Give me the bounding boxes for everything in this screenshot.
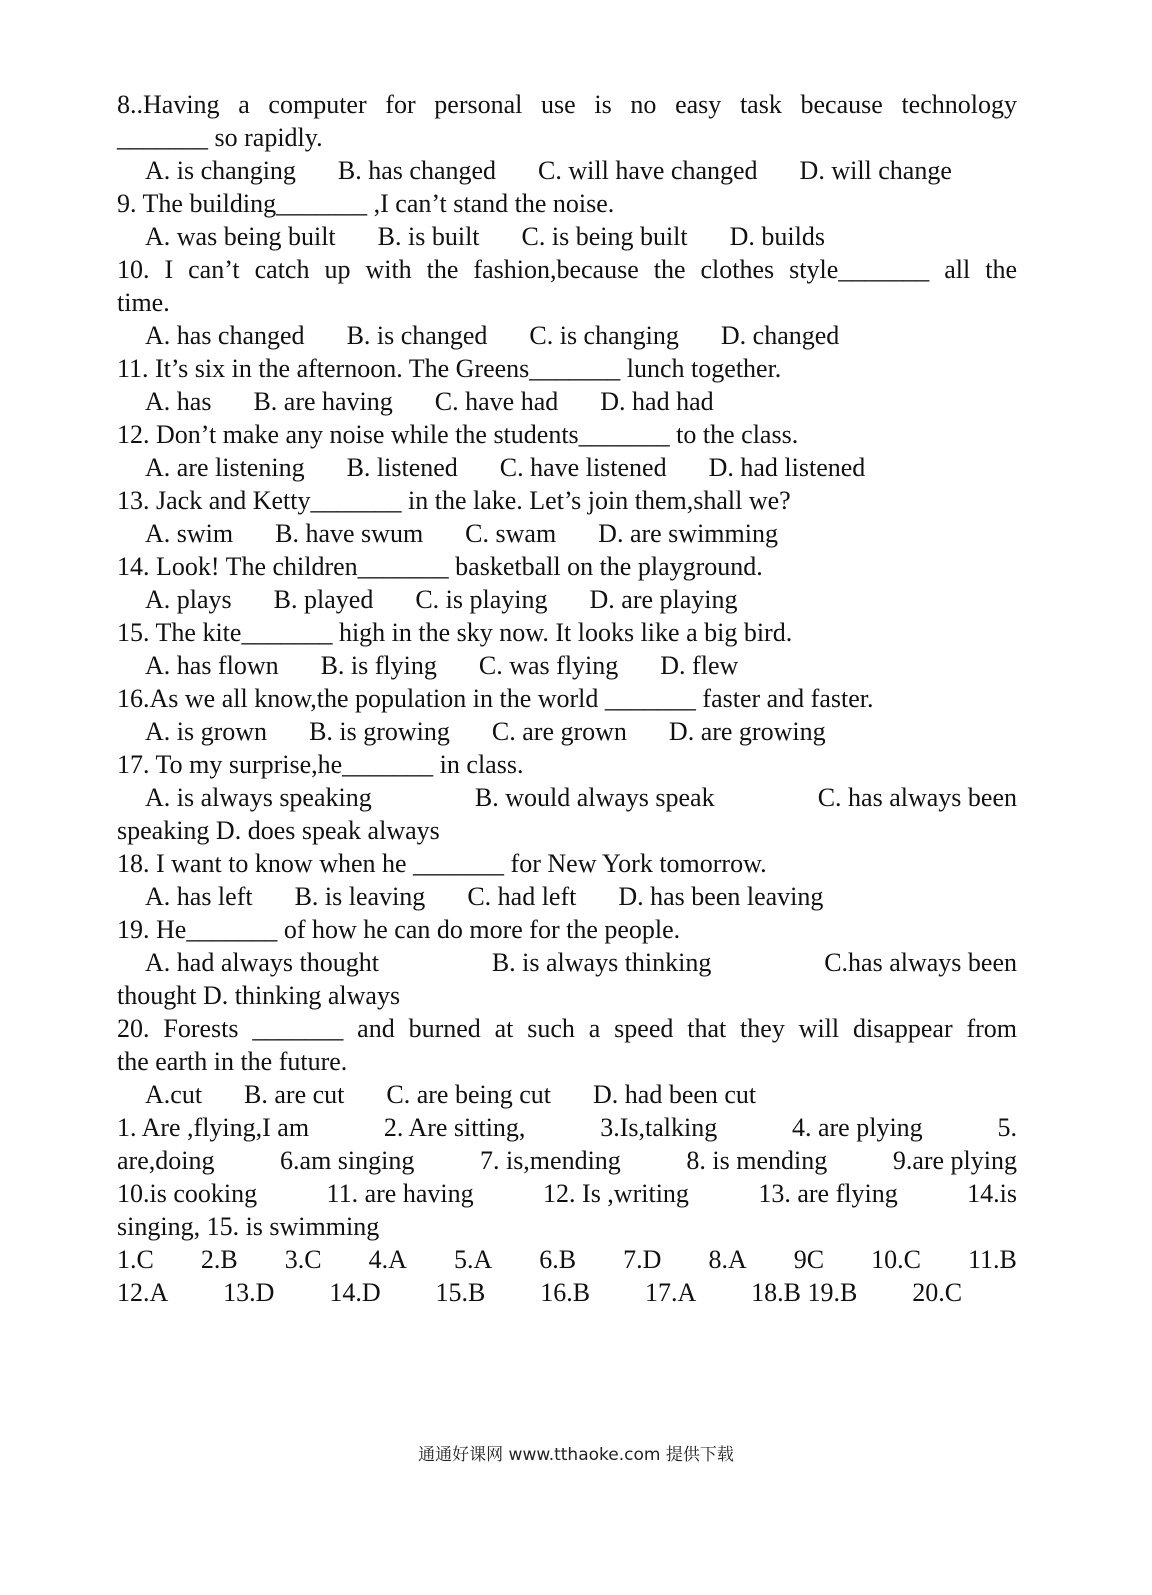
answer-item: 15.B [435, 1278, 486, 1307]
text-line: singing, 15. is swimming [117, 1212, 380, 1241]
answer-item: 17.A [644, 1278, 697, 1307]
answer-item: 6.B [539, 1245, 577, 1274]
option: C. swam [465, 519, 557, 548]
answer-line [117, 1276, 1017, 1309]
answer-item: 5.A [453, 1245, 493, 1274]
option: A. are listening [145, 453, 305, 482]
option: A. is grown [145, 717, 268, 746]
answer-item: 9.are plying [892, 1146, 1017, 1175]
option: B. is leaving [294, 882, 426, 911]
option: C. have had [434, 387, 559, 416]
option: B. is built [377, 222, 480, 251]
text-line: 12. Don’t make any noise while the students_______ to the class. [117, 420, 799, 449]
answer-item: 20.C [912, 1278, 963, 1307]
option: A. is changing [145, 156, 296, 185]
answer-item: 4. are plying [791, 1113, 923, 1142]
text-line: 13. Jack and Ketty_______ in the lake. Let’s join them,shall we? [117, 486, 791, 515]
options-line [117, 1078, 1017, 1111]
option: A. had always thought [145, 948, 379, 977]
option: C. is playing [415, 585, 548, 614]
answer-item: 18.B 19.B [751, 1278, 858, 1307]
option: D. are playing [589, 585, 738, 614]
option: D. builds [729, 222, 825, 251]
answer-item: 2.B [200, 1245, 238, 1274]
answer-item: 1. Are ,flying,I am [117, 1113, 310, 1142]
page-footer: 通通好课网 www.tthaoke.com 提供下载 [418, 1445, 734, 1465]
answer-item: 10.C [871, 1245, 921, 1274]
answer-item: 7. is,mending [479, 1146, 621, 1175]
options-line [117, 154, 1017, 187]
option: A. swim [145, 519, 234, 548]
answer-item: 16.B [540, 1278, 591, 1307]
answer-item: 5. [997, 1113, 1017, 1142]
text-line: 11. It’s six in the afternoon. The Greens_______ lunch together. [117, 354, 782, 383]
question-line: 8..Having a computer for personal use is no easy task because technology [117, 90, 1017, 119]
text-line: 15. The kite_______ high in the sky now. It looks like a big bird. [117, 618, 793, 647]
option: B. is always thinking [491, 948, 712, 977]
worksheet [117, 88, 1017, 1309]
option: A. plays [145, 585, 232, 614]
option: C. are being cut [386, 1080, 551, 1109]
option: B. is flying [320, 651, 437, 680]
option: D. had listened [708, 453, 866, 482]
answer-item: 4.A [368, 1245, 407, 1274]
answer-item: 14.D [329, 1278, 381, 1307]
option: A. has left [145, 882, 253, 911]
options-line [117, 781, 1017, 814]
text-line: 14. Look! The children_______ basketball on the playground. [117, 552, 763, 581]
option: C. was flying [478, 651, 619, 680]
option: D. are swimming [598, 519, 778, 548]
option: B. are cut [244, 1080, 345, 1109]
option: D. has been leaving [618, 882, 824, 911]
option: A. has [145, 387, 212, 416]
answer-item: 1.C [117, 1245, 154, 1274]
option: D. had been cut [593, 1080, 757, 1109]
options-line [117, 946, 1017, 979]
text-line: 16.As we all know,the population in the world _______ faster and faster. [117, 684, 874, 713]
answer-item: 2. Are sitting, [383, 1113, 526, 1142]
option: D. changed [720, 321, 840, 350]
answer-item: 3.Is,talking [600, 1113, 718, 1142]
option: C. have listened [499, 453, 667, 482]
option: B. played [273, 585, 374, 614]
option: C.has always been [824, 948, 1017, 977]
answer-line [117, 1177, 1017, 1210]
options-line [117, 451, 1017, 484]
text-line: the earth in the future. [117, 1047, 348, 1076]
option: C. is changing [529, 321, 679, 350]
options-line [117, 583, 1017, 616]
option: B. are having [253, 387, 393, 416]
text-line: thought D. thinking always [117, 981, 401, 1010]
answer-item: 11.B [968, 1245, 1017, 1274]
question-line: 20. Forests _______ and burned at such a speed that they will disappear from [117, 1014, 1017, 1043]
option: D. had had [600, 387, 714, 416]
option: C. has always been [817, 783, 1017, 812]
options-line [117, 649, 1017, 682]
answer-item: 7.D [623, 1245, 662, 1274]
option: A. was being built [145, 222, 336, 251]
answer-item: 11. are having [326, 1179, 474, 1208]
option: A. has changed [145, 321, 305, 350]
option: A. has flown [145, 651, 279, 680]
option: C. had left [467, 882, 577, 911]
option: D. flew [660, 651, 739, 680]
answer-item: 8.A [708, 1245, 747, 1274]
option: D. will change [799, 156, 952, 185]
option: B. have swum [275, 519, 424, 548]
answer-item: 8. is mending [686, 1146, 828, 1175]
answer-item: 13.D [223, 1278, 275, 1307]
text-line: time. [117, 288, 170, 317]
options-line [117, 715, 1017, 748]
answer-item: 6.am singing [280, 1146, 415, 1175]
answer-item: 12.A [117, 1278, 169, 1307]
question-line: 10. I can’t catch up with the fashion,because the clothes style_______ all the [117, 255, 1017, 284]
option: D. are growing [668, 717, 826, 746]
text-line: 9. The building_______ ,I can’t stand the noise. [117, 189, 615, 218]
text-line: speaking D. does speak always [117, 816, 440, 845]
answer-line [117, 1144, 1017, 1177]
option: A. is always speaking [145, 783, 372, 812]
text-line: 17. To my surprise,he_______ in class. [117, 750, 524, 779]
option: A.cut [145, 1080, 203, 1109]
options-line [117, 220, 1017, 253]
answer-item: 3.C [284, 1245, 322, 1274]
option: B. would always speak [474, 783, 715, 812]
options-line [117, 880, 1017, 913]
text-line: _______ so rapidly. [117, 123, 323, 152]
option: B. is changed [346, 321, 488, 350]
answer-line [117, 1243, 1017, 1276]
options-line [117, 517, 1017, 550]
answer-item: 9C [793, 1245, 825, 1274]
answer-item: 14.is [967, 1179, 1017, 1208]
answer-item: 12. Is ,writing [543, 1179, 689, 1208]
answer-line [117, 1111, 1017, 1144]
answer-item: 10.is cooking [117, 1179, 258, 1208]
text-line: 19. He_______ of how he can do more for the people. [117, 915, 681, 944]
option: B. listened [346, 453, 458, 482]
option: B. has changed [337, 156, 497, 185]
option: C. are grown [491, 717, 627, 746]
option: C. will have changed [538, 156, 758, 185]
text-line: 18. I want to know when he _______ for New York tomorrow. [117, 849, 767, 878]
answer-item: are,doing [117, 1146, 215, 1175]
options-line [117, 319, 1017, 352]
answer-item: 13. are flying [758, 1179, 898, 1208]
option: C. is being built [521, 222, 688, 251]
option: B. is growing [309, 717, 450, 746]
options-line [117, 385, 1017, 418]
